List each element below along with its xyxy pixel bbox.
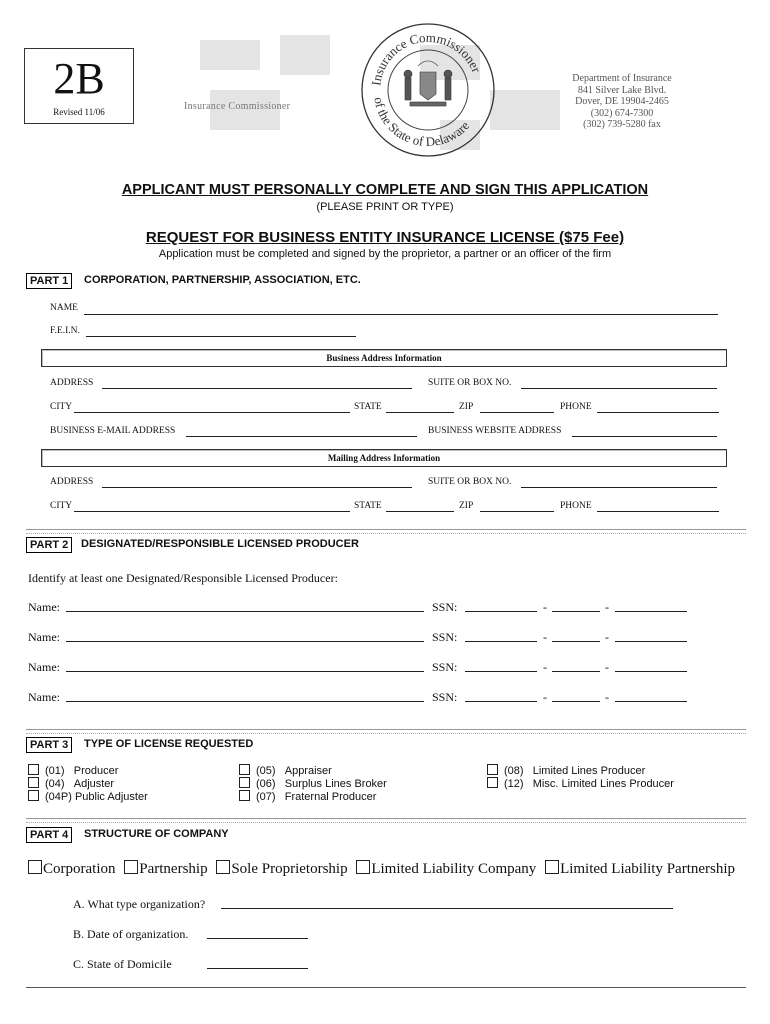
- ssn-part1-field[interactable]: [465, 611, 537, 612]
- part2-tag: PART 2: [26, 537, 72, 553]
- option-llp[interactable]: [545, 861, 735, 877]
- checkbox[interactable]: [545, 860, 559, 874]
- business-phone-field[interactable]: [597, 412, 719, 413]
- department-line: Dover, DE 19904-2465: [575, 96, 669, 108]
- ssn-label: SSN:: [432, 600, 458, 614]
- delaware-seal-icon: [360, 22, 496, 158]
- ssn-part1-field[interactable]: [465, 641, 537, 642]
- city-label: CITY: [50, 402, 73, 412]
- producer-name-field[interactable]: [66, 671, 424, 672]
- ssn-dash: -: [543, 690, 547, 704]
- form-code: 2B: [53, 54, 105, 103]
- ssn-part2-field[interactable]: [552, 641, 600, 642]
- license-label: Misc. Limited Lines Producer: [532, 778, 674, 790]
- part2-instruction: Identify at least one Designated/Responsible Licensed Producer:: [28, 571, 338, 585]
- phone-label: PHONE: [560, 501, 592, 511]
- producer-name-field[interactable]: [66, 701, 424, 702]
- email-label: BUSINESS E-MAIL ADDRESS: [50, 426, 176, 436]
- license-option-08[interactable]: [487, 764, 645, 777]
- option-label: Limited Liability Partnership: [560, 861, 736, 877]
- license-option-04p[interactable]: [28, 790, 148, 803]
- checkbox[interactable]: [487, 764, 498, 775]
- ssn-dash: -: [543, 630, 547, 644]
- ssn-part3-field[interactable]: [615, 641, 687, 642]
- ssn-dash: -: [605, 690, 609, 704]
- ssn-label: SSN:: [432, 630, 458, 644]
- city-label: CITY: [50, 501, 73, 511]
- state-label: STATE: [354, 402, 382, 412]
- ssn-label: SSN:: [432, 690, 458, 704]
- checkbox[interactable]: [487, 777, 498, 788]
- license-option-07[interactable]: [239, 790, 376, 803]
- org-date-field[interactable]: [207, 938, 308, 939]
- ssn-part3-field[interactable]: [615, 701, 687, 702]
- ssn-dash: -: [543, 660, 547, 674]
- checkbox[interactable]: [239, 764, 250, 775]
- part3-tag: PART 3: [26, 737, 72, 753]
- license-label: Adjuster: [73, 778, 115, 790]
- option-partnership[interactable]: [124, 861, 207, 877]
- fein-field[interactable]: [86, 336, 356, 337]
- producer-name-field[interactable]: [66, 641, 424, 642]
- option-label: Corporation: [43, 861, 116, 877]
- business-address-bar: [41, 349, 727, 367]
- request-title: REQUEST FOR BUSINESS ENTITY INSURANCE LICENSE ($75 Fee): [145, 229, 625, 246]
- producer-name-label: Name:: [28, 660, 60, 674]
- mailing-phone-field[interactable]: [597, 511, 719, 512]
- name-label: NAME: [50, 303, 78, 313]
- mailing-city-field[interactable]: [74, 511, 350, 512]
- mailing-address-bar: [41, 449, 727, 467]
- main-heading: APPLICANT MUST PERSONALLY COMPLETE AND SIGN THIS APPLICATION: [121, 182, 649, 198]
- zip-label: ZIP: [459, 501, 474, 511]
- form-id-box: [24, 48, 134, 124]
- producer-name-label: Name:: [28, 600, 60, 614]
- name-field[interactable]: [84, 314, 718, 315]
- part2-title: DESIGNATED/RESPONSIBLE LICENSED PRODUCER: [81, 538, 359, 550]
- checkbox[interactable]: [124, 860, 138, 874]
- license-option-01[interactable]: [28, 764, 118, 777]
- section-divider: [26, 729, 746, 734]
- address-label: ADDRESS: [50, 477, 94, 487]
- department-line: 841 Silver Lake Blvd.: [577, 84, 667, 96]
- license-code: (05): [256, 765, 276, 777]
- issuer-label: Insurance Commissioner: [184, 101, 291, 112]
- mailing-address-bar-label: Mailing Address Information: [327, 453, 441, 463]
- business-address-bar-label: Business Address Information: [326, 353, 442, 363]
- business-website-field[interactable]: [572, 436, 717, 437]
- checkbox[interactable]: [356, 860, 370, 874]
- section-divider: [26, 529, 746, 534]
- producer-name-field[interactable]: [66, 611, 424, 612]
- domicile-field[interactable]: [207, 968, 308, 969]
- license-code: (08): [504, 765, 524, 777]
- license-label: Appraiser: [284, 765, 332, 777]
- license-label: Fraternal Producer: [284, 791, 377, 803]
- address-label: ADDRESS: [50, 378, 94, 388]
- checkbox[interactable]: [28, 860, 42, 874]
- option-sole-proprietorship[interactable]: [216, 861, 347, 877]
- suite-label: SUITE OR BOX NO.: [428, 378, 512, 388]
- option-corporation[interactable]: [28, 861, 116, 877]
- mailing-suite-field[interactable]: [521, 487, 717, 488]
- part4-tag: PART 4: [26, 827, 72, 843]
- option-label: Partnership: [139, 861, 208, 877]
- license-label: Public Adjuster: [74, 791, 148, 803]
- suite-label: SUITE OR BOX NO.: [428, 477, 512, 487]
- license-label: Producer: [73, 765, 119, 777]
- business-state-field[interactable]: [386, 412, 454, 413]
- ssn-part2-field[interactable]: [552, 701, 600, 702]
- ssn-label: SSN:: [432, 660, 458, 674]
- department-line: (302) 674-7300: [590, 107, 654, 119]
- part3-title: TYPE OF LICENSE REQUESTED: [84, 738, 254, 750]
- structure-options: [28, 860, 740, 878]
- ssn-dash: -: [605, 600, 609, 614]
- license-option-12[interactable]: [487, 777, 674, 790]
- producer-name-label: Name:: [28, 690, 60, 704]
- license-label: Limited Lines Producer: [532, 765, 646, 777]
- checkbox[interactable]: [28, 790, 39, 801]
- checkbox[interactable]: [239, 790, 250, 801]
- department-line: (302) 739-5280 fax: [583, 119, 661, 131]
- bottom-divider: [26, 987, 746, 988]
- license-code: (04): [45, 778, 65, 790]
- seal-text-top: Insurance Commissioner: [368, 29, 485, 87]
- part1-tag: PART 1: [26, 273, 72, 289]
- business-zip-field[interactable]: [480, 412, 554, 413]
- zip-label: ZIP: [459, 402, 474, 412]
- ssn-dash: -: [605, 630, 609, 644]
- option-llc[interactable]: [356, 861, 536, 877]
- license-code: (12): [504, 778, 524, 790]
- part4-title: STRUCTURE OF COMPANY: [84, 828, 229, 840]
- business-suite-field[interactable]: [521, 388, 717, 389]
- ssn-part3-field[interactable]: [615, 611, 687, 612]
- checkbox[interactable]: [28, 764, 39, 775]
- checkbox[interactable]: [216, 860, 230, 874]
- ssn-part1-field[interactable]: [465, 671, 537, 672]
- license-code: (04P): [45, 791, 72, 803]
- license-code: (01): [45, 765, 65, 777]
- org-type-field[interactable]: [221, 908, 673, 909]
- license-code: (07): [256, 791, 276, 803]
- seal-text-bottom: of the State of Delaware: [371, 95, 473, 150]
- license-option-06[interactable]: [239, 777, 387, 790]
- ssn-dash: -: [605, 660, 609, 674]
- question-org-date: B. Date of organization.: [73, 927, 189, 941]
- ssn-dash: -: [543, 600, 547, 614]
- ssn-part3-field[interactable]: [615, 671, 687, 672]
- ssn-part2-field[interactable]: [552, 671, 600, 672]
- option-label: Sole Proprietorship: [231, 861, 348, 877]
- revised-date: Revised 11/06: [53, 107, 105, 117]
- ssn-part1-field[interactable]: [465, 701, 537, 702]
- fein-label: F.E.I.N.: [50, 326, 80, 336]
- producer-name-label: Name:: [28, 630, 60, 644]
- mailing-address-field[interactable]: [102, 487, 412, 488]
- phone-label: PHONE: [560, 402, 592, 412]
- section-divider: [26, 818, 746, 823]
- license-code: (06): [256, 778, 276, 790]
- business-email-field[interactable]: [186, 436, 417, 437]
- mailing-state-field[interactable]: [386, 511, 454, 512]
- business-address-field[interactable]: [102, 388, 412, 389]
- department-line: Department of Insurance: [572, 73, 672, 84]
- question-domicile: C. State of Domicile: [73, 957, 172, 971]
- license-option-04[interactable]: [28, 777, 114, 790]
- business-city-field[interactable]: [74, 412, 350, 413]
- checkbox[interactable]: [28, 777, 39, 788]
- checkbox[interactable]: [239, 777, 250, 788]
- state-label: STATE: [354, 501, 382, 511]
- part1-title: CORPORATION, PARTNERSHIP, ASSOCIATION, ETC.: [84, 274, 361, 286]
- option-label: Limited Liability Company: [371, 861, 537, 877]
- license-label: Surplus Lines Broker: [284, 778, 387, 790]
- license-option-05[interactable]: [239, 764, 332, 777]
- website-label: BUSINESS WEBSITE ADDRESS: [428, 426, 562, 436]
- ssn-part2-field[interactable]: [552, 611, 600, 612]
- department-address: [566, 73, 678, 131]
- question-org-type: A. What type organization?: [73, 897, 206, 911]
- mailing-zip-field[interactable]: [480, 511, 554, 512]
- print-note: (PLEASE PRINT OR TYPE): [316, 201, 454, 213]
- request-subtitle: Application must be completed and signed by the proprietor, a partner or an officer of the firm: [158, 248, 612, 260]
